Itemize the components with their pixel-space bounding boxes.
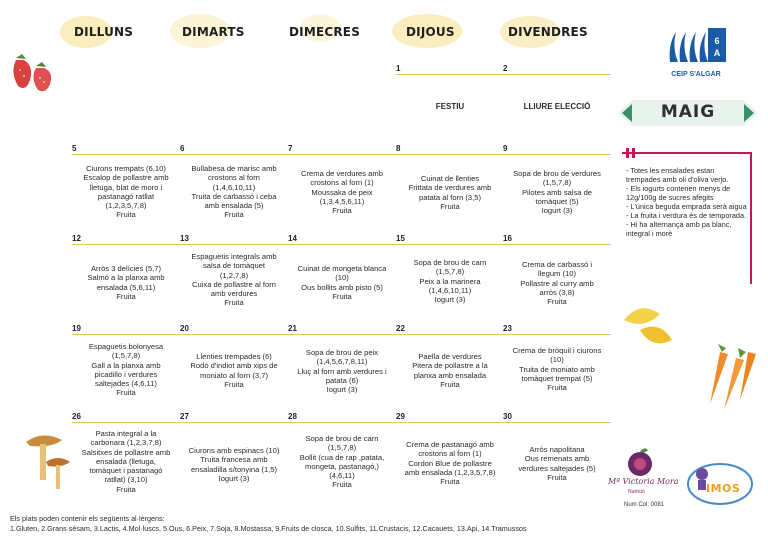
day-number: 6 bbox=[180, 144, 185, 153]
day-number: 16 bbox=[503, 234, 512, 243]
note-item: - Totes les ensalades estan trempades amb oli d'oliva verjo. bbox=[626, 166, 729, 184]
day-menu: Espaguetis integrals amb salsa de tomàquet (1,2,7,8) Cuixa de pollastre al forn amb verdures Fruita bbox=[191, 252, 277, 308]
mushroom-icon bbox=[22, 428, 72, 494]
day-number: 1 bbox=[396, 64, 401, 73]
day-number: 13 bbox=[180, 234, 189, 243]
day-cell bbox=[288, 324, 404, 414]
free-choice-label: LLIURE ELECCIÓ bbox=[523, 102, 591, 111]
day-cell bbox=[72, 412, 188, 502]
day-cell bbox=[180, 234, 296, 324]
day-number: 26 bbox=[72, 412, 81, 421]
divider bbox=[180, 154, 288, 155]
day-menu: Ciurons trempats (6,10) Escalop de pollastre amb lletuga, blat de moro i pastanagó ratllat (1,2,3,5,7,8) Fruita bbox=[83, 164, 169, 220]
day-menu: Espaguetis bolonyesa (1,5,7,8) Gall a la planxa amb picadillo i verdures saltejades (4,6,11) Fruita bbox=[88, 342, 164, 398]
day-cell bbox=[396, 234, 512, 324]
divider bbox=[72, 334, 180, 335]
day-number: 14 bbox=[288, 234, 297, 243]
day-cell bbox=[503, 234, 619, 324]
divider bbox=[288, 422, 396, 423]
day-header-monday: DILLUNS bbox=[74, 25, 134, 39]
day-number: 19 bbox=[72, 324, 81, 333]
day-number: 28 bbox=[288, 412, 297, 421]
day-cell bbox=[72, 234, 188, 324]
day-header-friday: DIVENDRES bbox=[508, 25, 588, 39]
day-number: 30 bbox=[503, 412, 512, 421]
quote-mark-icon bbox=[624, 146, 640, 162]
carrot-icon bbox=[700, 344, 762, 414]
note-item: - La fruita i verdura és de temporada. bbox=[626, 211, 747, 220]
day-cell bbox=[396, 64, 512, 154]
nutritionist-role: Nutrició bbox=[628, 489, 645, 495]
day-cell bbox=[396, 144, 512, 234]
day-cell bbox=[396, 324, 512, 414]
note-item: - Els iogurts contenen menys de 12g/100g de sucres afegits bbox=[626, 184, 731, 202]
divider bbox=[180, 422, 288, 423]
brand-name: IMOS bbox=[706, 482, 741, 495]
day-menu: Paella de verdures Pitera de pollastre a la planxa amb ensalada Fruita bbox=[412, 352, 488, 389]
strawberry-icon bbox=[8, 52, 62, 96]
leaves-icon bbox=[620, 300, 676, 350]
day-number: 29 bbox=[396, 412, 405, 421]
month-title: MAIG bbox=[660, 102, 716, 122]
divider bbox=[396, 154, 504, 155]
divider bbox=[503, 244, 611, 245]
day-cell bbox=[180, 324, 296, 414]
divider bbox=[180, 334, 288, 335]
day-cell bbox=[396, 412, 512, 502]
day-header-thursday: DIJOUS bbox=[406, 25, 455, 39]
divider bbox=[180, 244, 288, 245]
day-number: 27 bbox=[180, 412, 189, 421]
divider bbox=[72, 422, 180, 423]
day-menu: Arròs napolitana Ous remenats amb verdures saltejades (5) Fruita bbox=[518, 445, 596, 482]
day-number: 22 bbox=[396, 324, 405, 333]
day-menu: Arròs 3 delícies (5,7) Salmó a la planxa amb ensalada (5,6,11) Fruita bbox=[87, 264, 165, 301]
allergens-intro: Els plats poden contenir els següents al·lèrgens: bbox=[10, 514, 165, 523]
divider bbox=[396, 422, 504, 423]
day-cell bbox=[503, 412, 619, 502]
day-cell bbox=[180, 412, 296, 502]
day-cell bbox=[503, 144, 619, 234]
divider bbox=[288, 154, 396, 155]
day-number: 8 bbox=[396, 144, 401, 153]
day-menu: Ciurons amb espinacs (10) Truita francesa amb ensaladilla s/tonyina (1,5) Iogurt (3) bbox=[188, 446, 280, 483]
day-cell bbox=[503, 324, 619, 414]
day-number: 2 bbox=[503, 64, 508, 73]
day-cell bbox=[180, 144, 296, 234]
note-item: - Hi ha alternança amb pa blanc, integral i morè bbox=[626, 220, 732, 238]
day-cell bbox=[288, 412, 404, 502]
divider bbox=[396, 244, 504, 245]
day-menu: Crema de carbassó i llegum (10) Pollastre al curry amb arròs (3,8) Fruita bbox=[520, 260, 594, 307]
day-number: 7 bbox=[288, 144, 293, 153]
divider bbox=[503, 74, 611, 75]
day-number: 23 bbox=[503, 324, 512, 333]
collegiate-number: Num Col: 0081 bbox=[624, 502, 665, 508]
note-item: - L'única beguda emprada serà aigua bbox=[626, 202, 747, 211]
day-menu: Sopa de brou de verdures (1,5,7,8) Pilotes amb salsa de tomàquet (5) Iogurt (3) bbox=[513, 169, 601, 216]
day-menu: Crema de bròquil i ciurons (10) Truita de moniato amb tomàquet trempat (5) Fruita bbox=[512, 346, 602, 393]
day-cell bbox=[503, 64, 619, 154]
svg-text:A: A bbox=[713, 48, 721, 58]
divider bbox=[503, 334, 611, 335]
day-cell bbox=[72, 324, 188, 414]
day-menu: Crema de pastanagó amb crostons al forn (1) Cordon Blue de pollastre amb ensalada (1,2,3,5,7,8) Fruita bbox=[404, 440, 496, 487]
day-number: 20 bbox=[180, 324, 189, 333]
day-menu: Cuinat de mongeta blanca (10) Ous bollits amb pisto (5) Fruita bbox=[297, 264, 387, 301]
divider bbox=[288, 334, 396, 335]
day-number: 15 bbox=[396, 234, 405, 243]
day-menu: Sopa de brou de carn (1,5,7,8) Peix a la marinera (1,4,6,10,11) Iogurt (3) bbox=[413, 258, 487, 305]
day-cell bbox=[72, 144, 188, 234]
divider bbox=[503, 154, 611, 155]
divider bbox=[396, 74, 504, 75]
day-menu: Pasta integral a la carbonara (1,2,3,7,8) Salsitxes de pollastre amb ensalada (lletuga, tomàquet i pastanagó ratllat) (3,10) Fruita bbox=[81, 429, 171, 494]
holiday-label: FESTIU bbox=[435, 102, 465, 111]
divider bbox=[396, 334, 504, 335]
day-cell bbox=[288, 234, 404, 324]
day-number: 9 bbox=[503, 144, 508, 153]
day-number: 5 bbox=[72, 144, 77, 153]
fig-logo-icon bbox=[624, 446, 656, 478]
day-header-tuesday: DIMARTS bbox=[182, 25, 245, 39]
svg-text:6: 6 bbox=[714, 36, 720, 46]
day-menu: Cuinat de llenties Frittata de verdures amb patata al forn (3,5) Fruita bbox=[408, 174, 492, 211]
day-menu: Sopa de brou de peix (1,4,5,6,7,8,11) Lluç al forn amb verdures i patata (6) Iogurt (3) bbox=[297, 348, 387, 395]
day-number: 21 bbox=[288, 324, 297, 333]
divider bbox=[288, 244, 396, 245]
day-header-wednesday: DIMECRES bbox=[289, 25, 361, 39]
nutritionist-name: Mª Victoria Mora bbox=[608, 477, 679, 486]
divider bbox=[503, 422, 611, 423]
day-menu: Crema de verdures amb crostons al forn (1) Moussaka de peix (1,3,4,5,6,11) Fruita bbox=[301, 169, 383, 216]
divider bbox=[72, 244, 180, 245]
divider bbox=[72, 154, 180, 155]
nutrition-notes bbox=[626, 166, 748, 238]
day-menu: Bullabesa de marisc amb crostons al forn (1,4,6,10,11) Truita de carbassó i ceba amb ensalada (5) Fruita bbox=[191, 164, 277, 220]
day-number: 12 bbox=[72, 234, 81, 243]
day-cell bbox=[288, 144, 404, 234]
day-menu: Llenties trempades (6) Rodó d'indiot amb xips de moniato al forn (3,7) Fruita bbox=[190, 352, 278, 389]
allergens-list: 1.Gluten, 2.Grans sèsam, 3.Lactis, 4.Mol·luscs, 5.Ous, 6.Peix, 7.Soja, 8.Mostassa, 9.Fruits de closca, 10.Sulfits, 11.Crustacis, 12.Cacauets, 13.Api, 14.Tramussos bbox=[10, 524, 527, 533]
day-menu: Sopa de brou de carn (1,5,7,8) Bollit (cua de rap ,patata, mongeta, pastanagó,) (4,6,11) Fruita bbox=[299, 434, 385, 490]
school-name: CEIP S'ALGAR bbox=[671, 71, 721, 78]
